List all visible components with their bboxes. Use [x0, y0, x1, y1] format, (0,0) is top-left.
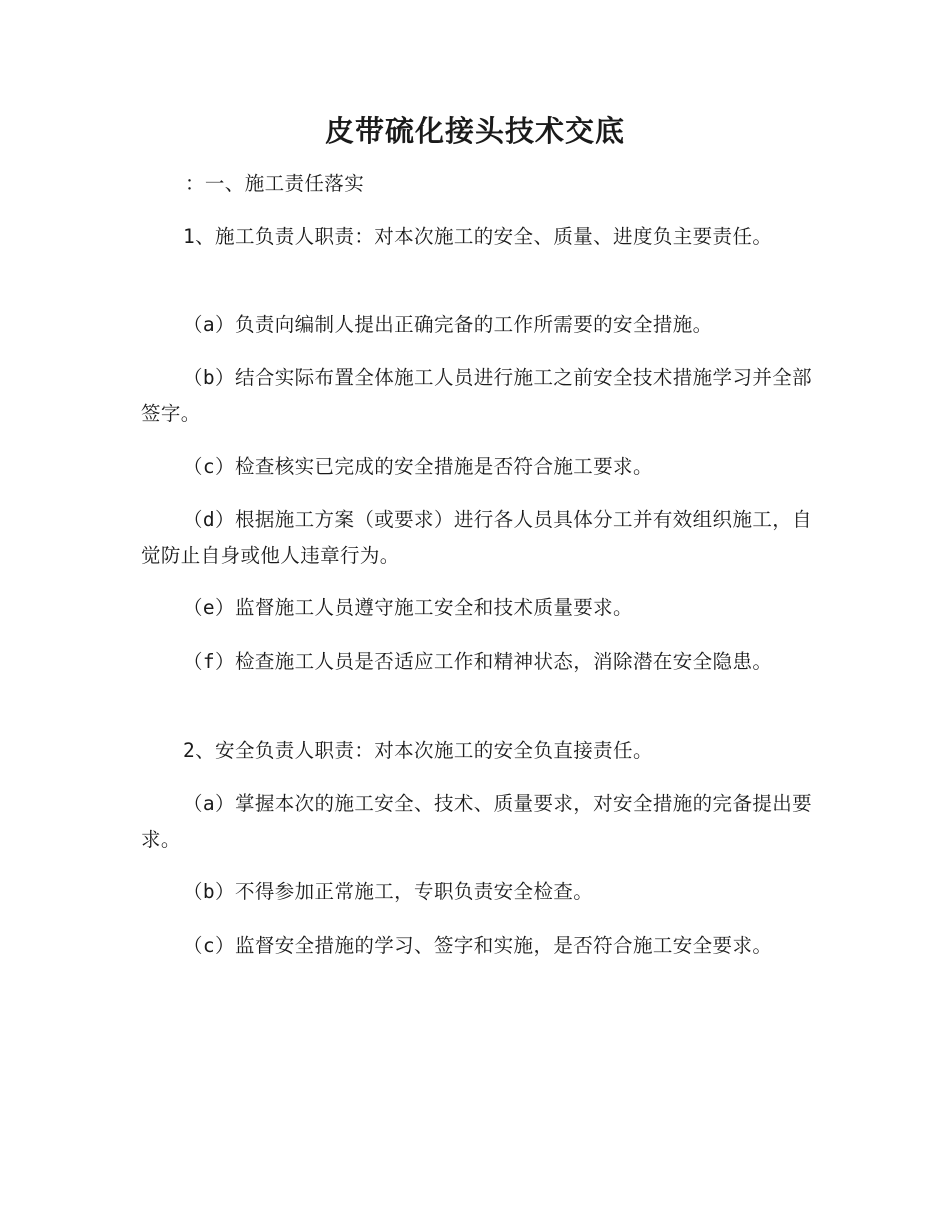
paragraph: （f）检查施工人员是否适应工作和精神状态，消除潜在安全隐患。 — [183, 650, 773, 673]
paragraph: （e）监督施工人员遵守施工安全和技术质量要求。 — [183, 596, 633, 619]
section-heading: ：一、施工责任落实 — [185, 172, 365, 195]
document-title: 皮带硫化接头技术交底 — [324, 114, 625, 148]
paragraph: 1、施工负责人职责：对本次施工的安全、质量、进度负主要责任。 — [183, 225, 773, 248]
paragraph: （b）结合实际布置全体施工人员进行施工之前安全技术措施学习并全部签字。 — [141, 366, 813, 425]
paragraph: （a）掌握本次的施工安全、技术、质量要求，对安全措施的完备提出要求。 — [141, 792, 813, 851]
paragraph: （c）检查核实已完成的安全措施是否符合施工要求。 — [183, 455, 653, 478]
paragraph: （d）根据施工方案（或要求）进行各人员具体分工并有效组织施工，自觉防止自身或他人违章行为。 — [141, 508, 813, 567]
paragraph: （a）负责向编制人提出正确完备的工作所需要的安全措施。 — [183, 313, 713, 336]
paragraph: 2、安全负责人职责：对本次施工的安全负直接责任。 — [183, 739, 653, 762]
paragraph: （c）监督安全措施的学习、签字和实施，是否符合施工安全要求。 — [183, 934, 773, 957]
paragraph: （b）不得参加正常施工，专职负责安全检查。 — [183, 880, 594, 903]
